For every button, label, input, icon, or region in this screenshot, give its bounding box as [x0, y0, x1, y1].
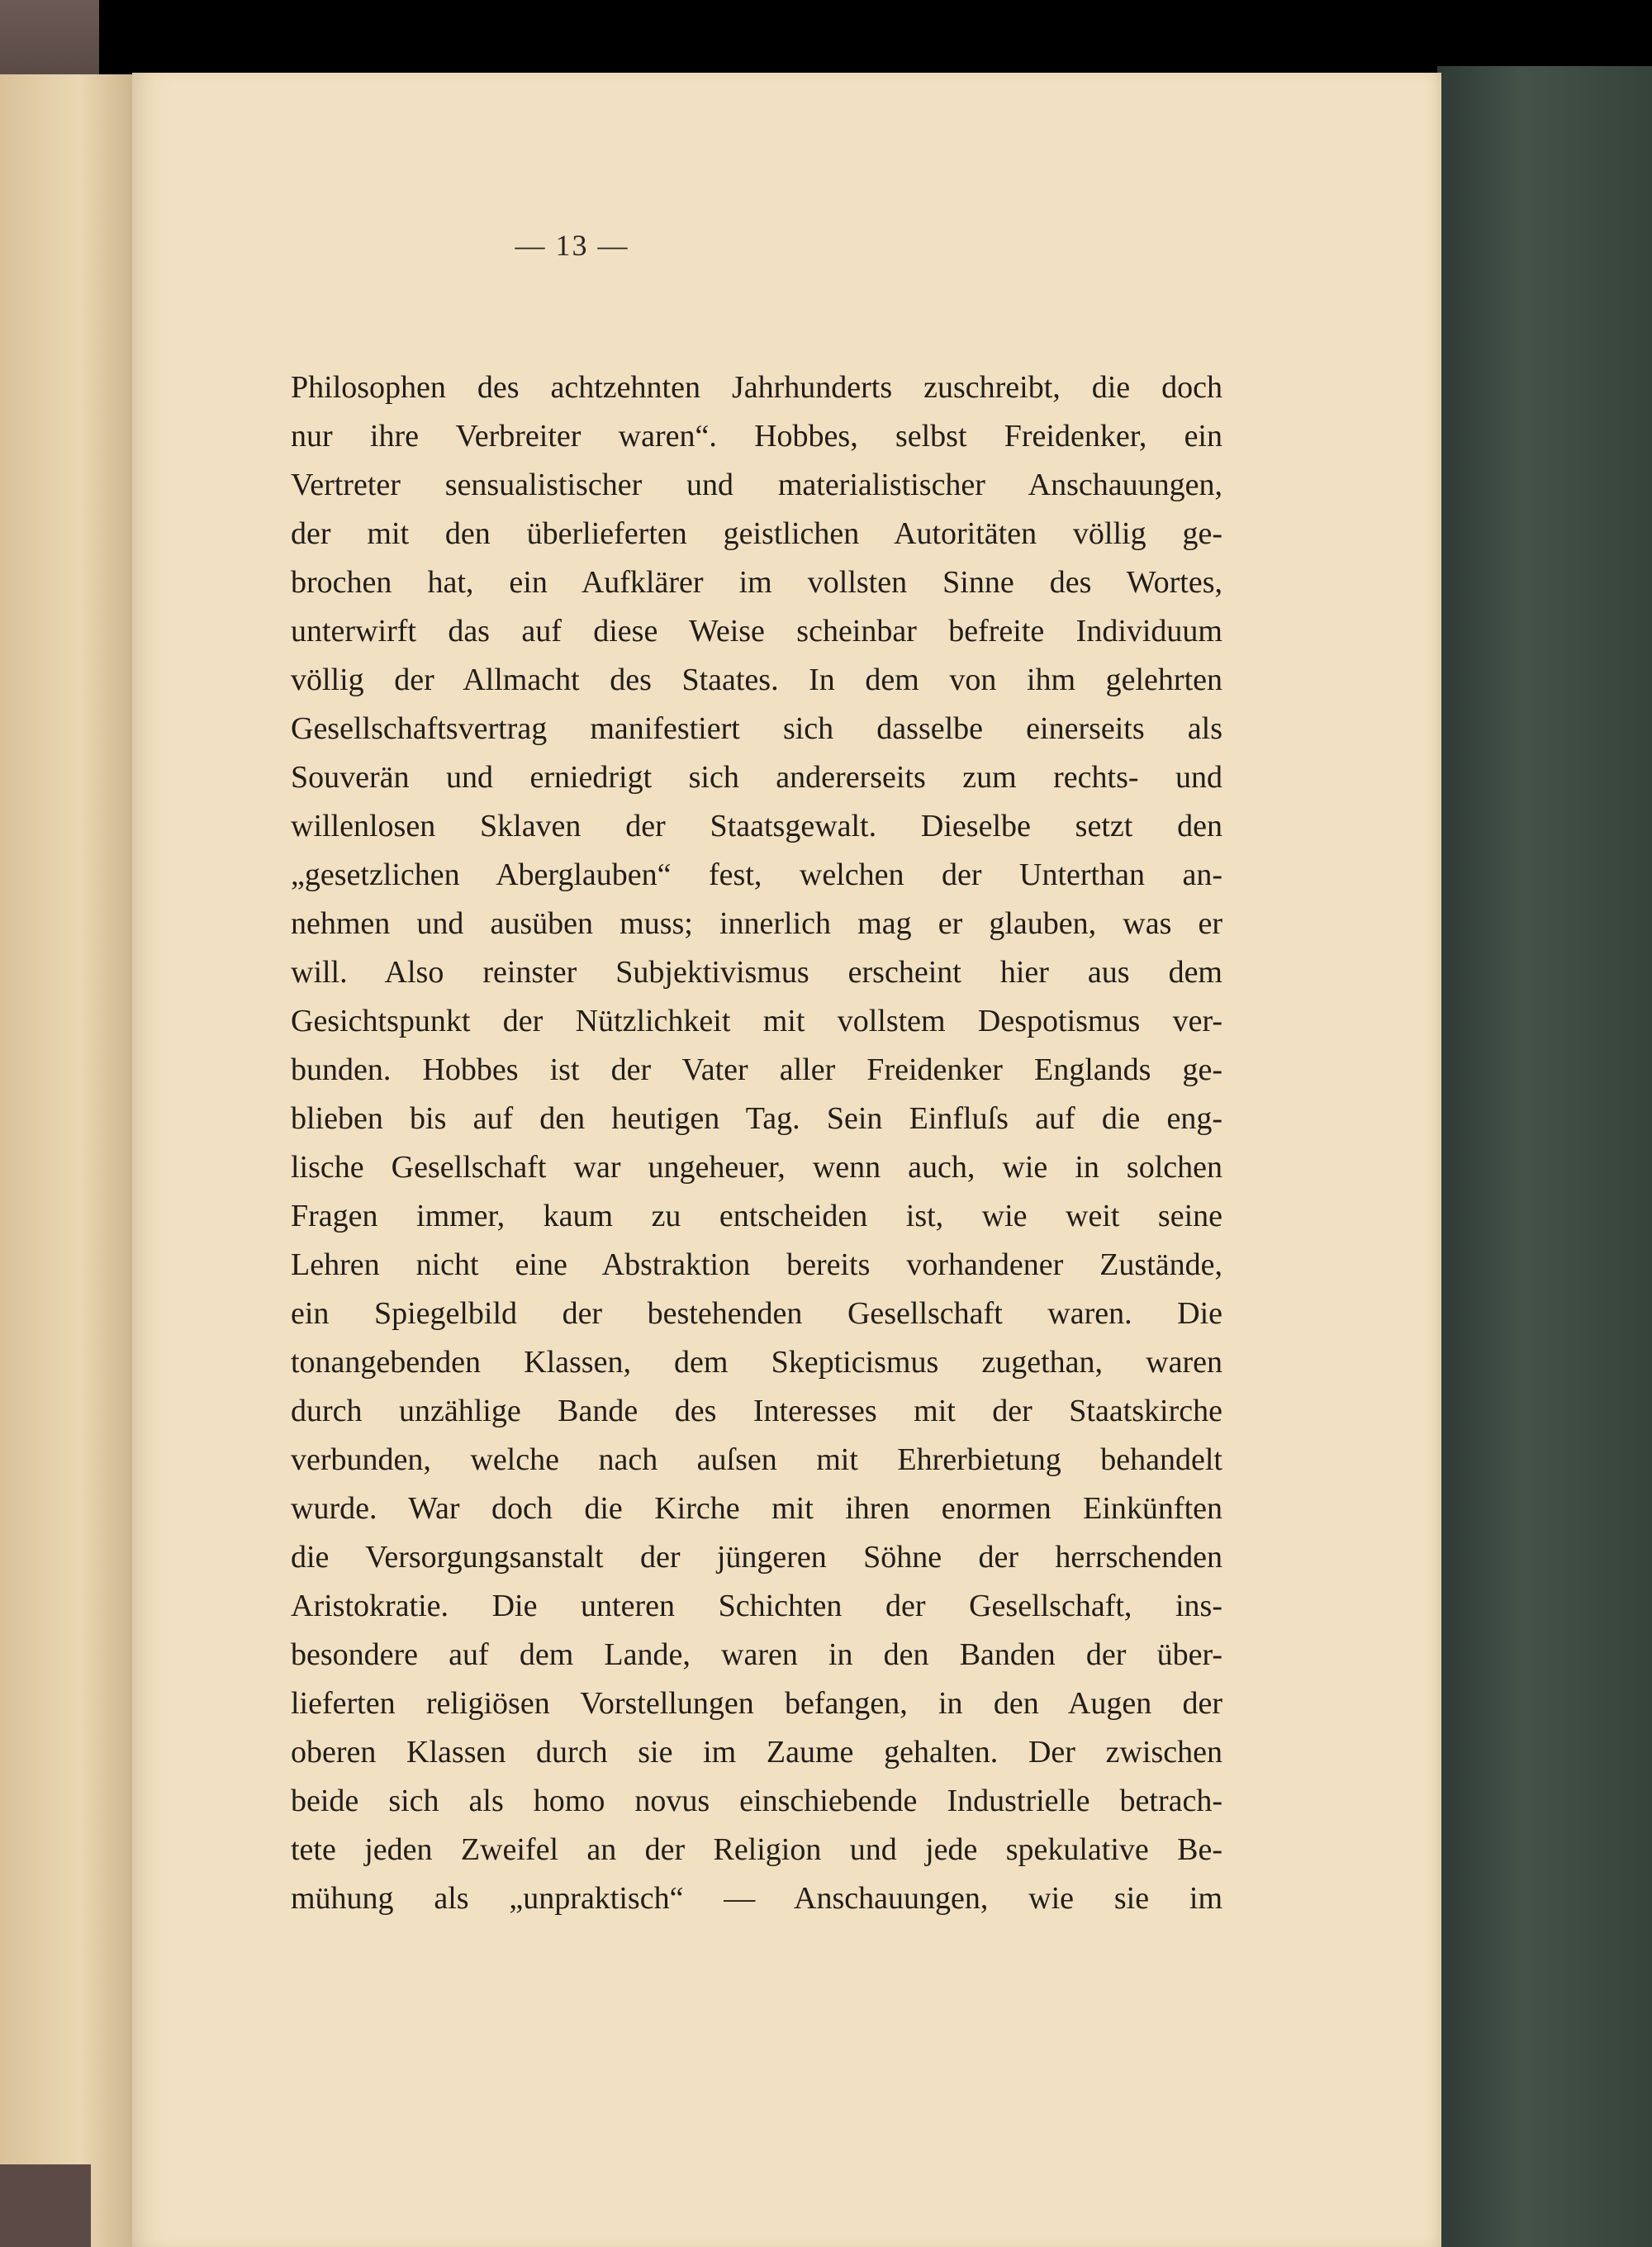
- text-line: Gesichtspunkt der Nützlichkeit mit vollstem Despotismus ver-: [291, 1004, 1222, 1038]
- text-line: lische Gesellschaft war ungeheuer, wenn auch, wie in solchen: [291, 1150, 1222, 1185]
- page-number: — 13 —: [515, 229, 629, 262]
- text-line: die Versorgungsanstalt der jüngeren Söhne der herrschenden: [291, 1540, 1222, 1575]
- text-line: nur ihre Verbreiter waren“. Hobbes, selbst Freidenker, ein: [291, 419, 1222, 454]
- body-text: [291, 363, 1222, 1923]
- text-line: Aristokratie. Die unteren Schichten der Gesellschaft, ins-: [291, 1589, 1222, 1623]
- left-page-edge: [0, 74, 134, 2247]
- text-line: unterwirft das auf diese Weise scheinbar befreite Individuum: [291, 614, 1222, 648]
- text-line: brochen hat, ein Aufklärer im vollsten Sinne des Wortes,: [291, 565, 1222, 600]
- text-line: will. Also reinster Subjektivismus erscheint hier aus dem: [291, 955, 1222, 990]
- text-line: willenlosen Sklaven der Staatsgewalt. Dieselbe setzt den: [291, 809, 1222, 843]
- text-line: tonangebenden Klassen, dem Skepticismus zugethan, waren: [291, 1345, 1222, 1380]
- right-book-cover: [1437, 66, 1652, 2247]
- text-line: bunden. Hobbes ist der Vater aller Freidenker Englands ge-: [291, 1052, 1222, 1087]
- text-line: Fragen immer, kaum zu entscheiden ist, wie weit seine: [291, 1199, 1222, 1233]
- text-line: der mit den überlieferten geistlichen Autoritäten völlig ge-: [291, 516, 1222, 551]
- text-line: nehmen und ausüben muss; innerlich mag er glauben, was er: [291, 906, 1222, 941]
- text-line: Souverän und erniedrigt sich andererseits zum rechts- und: [291, 760, 1222, 795]
- text-line: Vertreter sensualistischer und materialistischer Anschauungen,: [291, 468, 1222, 502]
- text-line: ein Spiegelbild der bestehenden Gesellschaft waren. Die: [291, 1296, 1222, 1331]
- text-line: beide sich als homo novus einschiebende Industrielle betrach-: [291, 1784, 1222, 1818]
- text-line: Philosophen des achtzehnten Jahrhunderts zuschreibt, die doch: [291, 370, 1222, 405]
- text-line: Lehren nicht eine Abstraktion bereits vorhandener Zustände,: [291, 1247, 1222, 1282]
- book-page: [132, 73, 1441, 2247]
- text-line: Gesellschaftsvertrag manifestiert sich dasselbe einerseits als: [291, 711, 1222, 746]
- text-line: blieben bis auf den heutigen Tag. Sein Einfluſs auf die eng-: [291, 1101, 1222, 1136]
- text-line: lieferten religiösen Vorstellungen befangen, in den Augen der: [291, 1686, 1222, 1721]
- text-line: verbunden, welche nach auſsen mit Ehrerbietung behandelt: [291, 1442, 1222, 1477]
- text-line: wurde. War doch die Kirche mit ihren enormen Einkünften: [291, 1491, 1222, 1526]
- text-line: mühung als „unpraktisch“ — Anschauungen, wie sie im: [291, 1881, 1222, 1916]
- text-line: besondere auf dem Lande, waren in den Banden der über-: [291, 1637, 1222, 1672]
- text-line: völlig der Allmacht des Staates. In dem von ihm gelehrten: [291, 663, 1222, 697]
- text-line: oberen Klassen durch sie im Zaume gehalten. Der zwischen: [291, 1735, 1222, 1770]
- text-line: tete jeden Zweifel an der Religion und jede spekulative Be-: [291, 1832, 1222, 1867]
- text-line: „gesetzlichen Aberglauben“ fest, welchen der Unterthan an-: [291, 857, 1222, 892]
- left-cover-top: [0, 0, 99, 78]
- left-cover-bottom: [0, 2164, 91, 2247]
- text-line: durch unzählige Bande des Interesses mit der Staatskirche: [291, 1394, 1222, 1428]
